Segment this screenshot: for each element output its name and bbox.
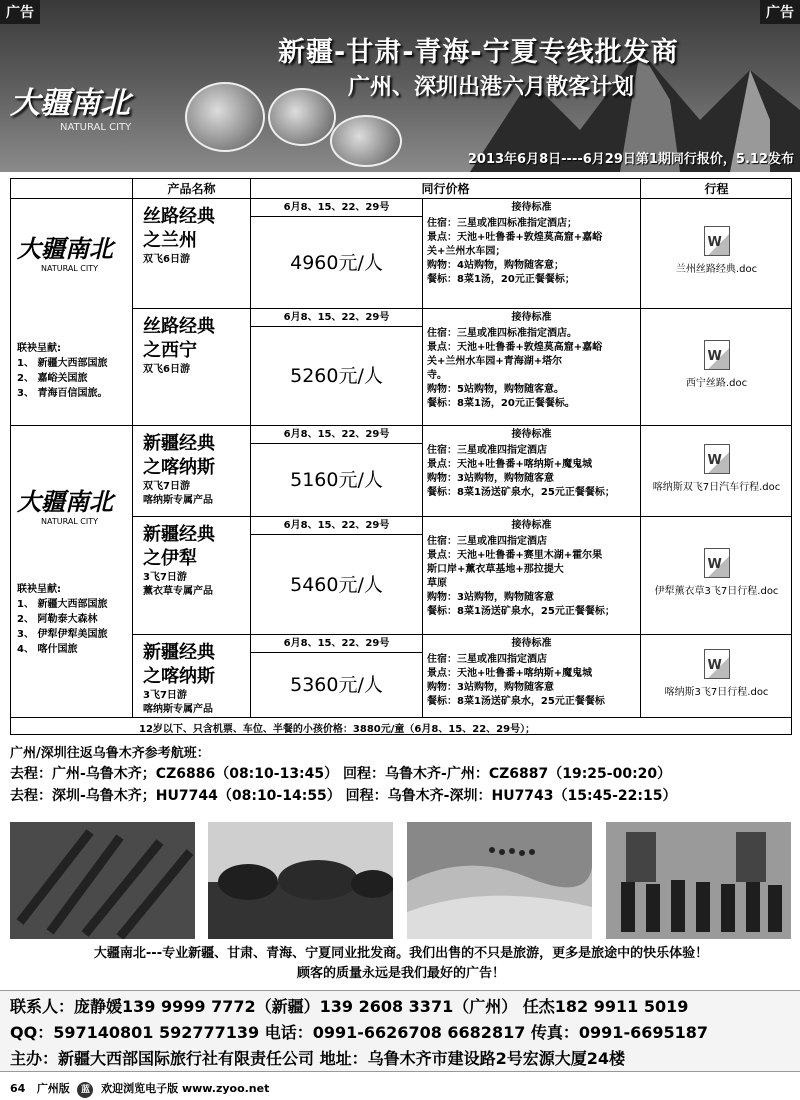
- group2-logo-cell: 大疆南北 NATURAL CITY 联袂呈献: 1、 新疆大西部国旅 2、 阿勒泰大森林 3、 伊犁伊犁美国旅 4、 喀什国旅: [11, 426, 133, 718]
- header-product: 产品名称: [133, 179, 251, 199]
- slogan: 大疆南北---专业新疆、甘肃、青海、宁夏同业批发商。我们出售的不只是旅游，更多是旅途中的快乐体验！ 顾客的质量永远是我们最好的广告！: [93, 946, 709, 981]
- group1-logo-cell: 大疆南北 NATURAL CITY 联袂呈献: 1、 新疆大西部国旅 2、 嘉峪关国旅 3、 青海百信国旅。: [11, 199, 133, 426]
- header-price: 同行价格: [251, 179, 641, 199]
- service-standard: 接待标准 住宿：三星或准四指定酒店 景点：天池+吐鲁番+赛里木湖+霍尔果 斯口岸+薰衣草基地+那拉提大 草原 购物：3站购物，购物随客意 餐标：8菜1汤送矿泉水，25元正餐餐标；: [423, 517, 641, 635]
- contact-organizer: 主办：新疆大西部国际旅行社有限责任公司 地址：乌鲁木齐市建设路2号宏源大厦24楼: [10, 1049, 625, 1068]
- product-name-cell: [133, 426, 251, 517]
- product-price: 5260元/人: [251, 327, 423, 426]
- product-name: 新疆经典 之伊犁: [143, 524, 215, 569]
- ad-label-left: 广告: [0, 0, 40, 24]
- photo-desert: [407, 822, 592, 939]
- itinerary-doc-label[interactable]: 西宁丝路.doc: [685, 377, 748, 389]
- product-name-cell: [133, 517, 251, 635]
- itinerary-doc-label[interactable]: 喀纳斯3飞7日行程.doc: [664, 686, 769, 698]
- ad-label-right: 广告: [760, 0, 800, 24]
- product-sub: 3飞7日游 薰衣草专属产品: [143, 572, 213, 597]
- product-sub: 双飞7日游 喀纳斯专属产品: [143, 481, 213, 506]
- product-name: 丝路经典 之西宁: [143, 316, 215, 361]
- edition-badge: 蓝: [77, 1082, 93, 1098]
- flight-row-2: 去程：深圳-乌鲁木齐；HU7744（08:10-14:55） 回程：乌鲁木齐-深圳：HU7743（15:45-22:15）: [10, 788, 677, 804]
- photo-circle-1: [185, 82, 265, 152]
- contact-people: 联系人：庞静媛139 9999 7772（新疆）139 2608 3371（广州） 任杰182 9911 5019: [10, 997, 689, 1016]
- product-sub: 3飞7日游 喀纳斯专属产品: [143, 690, 213, 715]
- itinerary-doc-label[interactable]: 伊犁薰衣草3飞7日行程.doc: [654, 586, 779, 597]
- word-doc-icon[interactable]: [704, 226, 730, 256]
- departure-dates: 6月8、15、22、29号: [251, 309, 423, 327]
- product-name: 丝路经典 之兰州: [143, 206, 215, 251]
- service-standard: 接待标准 住宿：三星或准四指定酒店 景点：天池+吐鲁番+喀纳斯+魔鬼城 购物：3站购物，购物随客意 餐标：8菜1汤送矿泉水，25元正餐餐标；: [423, 426, 641, 517]
- product-sub: 双飞6日游: [143, 254, 190, 265]
- group2-contrib: 联袂呈献: 1、 新疆大西部国旅 2、 阿勒泰大森林 3、 伊犁伊犁美国旅 4、 喀什国旅: [17, 584, 108, 655]
- photo-circle-2: [268, 88, 336, 146]
- banner-subtitle: 广州、深圳出港六月散客计划: [348, 75, 635, 100]
- product-sub: 双飞6日游: [143, 364, 190, 375]
- product-price: 5160元/人: [251, 444, 423, 517]
- service-standard: 接待标准 住宿：三星或准四标准指定酒店。 景点：天池+吐鲁番+敦煌莫高窟+嘉峪 关+兰州水车园+青海湖+塔尔 寺。 购物：5站购物，购物随客意。 餐标：8菜1汤，20元正餐餐标。: [423, 309, 641, 426]
- word-doc-icon[interactable]: [704, 649, 730, 679]
- header-blank: [11, 179, 133, 199]
- brand-logo: 大疆南北 NATURAL CITY: [10, 86, 132, 133]
- product-price: 4960元/人: [251, 217, 423, 309]
- banner: [0, 0, 800, 172]
- photo-circle-3: [330, 115, 402, 167]
- photo-kebab: [10, 822, 195, 939]
- itinerary-doc-label[interactable]: 喀纳斯双飞7日汽车行程.doc: [652, 481, 781, 493]
- itinerary-doc[interactable]: [641, 635, 792, 718]
- footer: 64 广州版 蓝 欢迎浏览电子版 www.zyoo.net: [10, 1080, 269, 1098]
- itinerary-doc[interactable]: [641, 517, 792, 635]
- service-standard: 接待标准 住宿：三星或准四指定酒店 景点：天池+吐鲁番+喀纳斯+魔鬼城 购物：3站购物，购物随客意 餐标：8菜1汤送矿泉水，25元正餐餐标: [423, 635, 641, 718]
- departure-dates: 6月8、15、22、29号: [251, 635, 423, 653]
- product-name-cell: [133, 309, 251, 426]
- service-standard: 接待标准 住宿：三星或准四标准指定酒店； 景点：天池+吐鲁番+敦煌莫高窟+嘉峪 关+兰州水车园； 购物：4站购物，购物随客意； 餐标：8菜1汤，20元正餐餐标；: [423, 199, 641, 309]
- price-table: [10, 178, 792, 735]
- itinerary-doc[interactable]: [641, 309, 792, 426]
- product-name-cell: [133, 635, 251, 718]
- banner-date: 2013年6月8日----6月29日第1期同行报价，5.12发布: [467, 152, 794, 167]
- word-doc-icon[interactable]: [704, 548, 730, 578]
- departure-dates: 6月8、15、22、29号: [251, 426, 423, 444]
- itinerary-doc[interactable]: [641, 199, 792, 309]
- word-doc-icon[interactable]: [704, 340, 730, 370]
- photo-dancers: [606, 822, 791, 939]
- departure-dates: 6月8、15、22、29号: [251, 517, 423, 535]
- child-price-note: 12岁以下、只含机票、车位、半餐的小孩价格：3880元/童（6月8、15、22、29号）；: [139, 724, 536, 735]
- itinerary-doc-label[interactable]: 兰州丝路经典.doc: [675, 264, 758, 275]
- group2-logo: 大疆南北: [17, 488, 113, 516]
- product-price: 5460元/人: [251, 535, 423, 635]
- banner-title: 新疆-甘肃-青海-宁夏专线批发商: [278, 37, 679, 68]
- word-doc-icon[interactable]: [704, 444, 730, 474]
- group1-contrib: 联袂呈献: 1、 新疆大西部国旅 2、 嘉峪关国旅 3、 青海百信国旅。: [17, 343, 108, 399]
- photo-landscape: [208, 822, 393, 939]
- flights-section: [10, 742, 792, 807]
- flights-title: 广州/深圳往返乌鲁木齐参考航班：: [10, 746, 210, 761]
- product-name: 新疆经典 之喀纳斯: [143, 433, 215, 478]
- contact-phones: QQ：597140801 592777139 电话：0991-6626708 6682817 传真：0991-6695187: [10, 1023, 709, 1042]
- product-price: 5360元/人: [251, 653, 423, 718]
- product-name-cell: [133, 199, 251, 309]
- departure-dates: 6月8、15、22、29号: [251, 199, 423, 217]
- group1-logo: 大疆南北: [17, 235, 113, 263]
- flight-row-1: 去程：广州-乌鲁木齐；CZ6886（08:10-13:45） 回程：乌鲁木齐-广州：CZ6887（19:25-00:20）: [10, 766, 672, 782]
- itinerary-doc[interactable]: [641, 426, 792, 517]
- product-name: 新疆经典 之喀纳斯: [143, 642, 215, 687]
- header-itinerary: 行程: [641, 179, 792, 199]
